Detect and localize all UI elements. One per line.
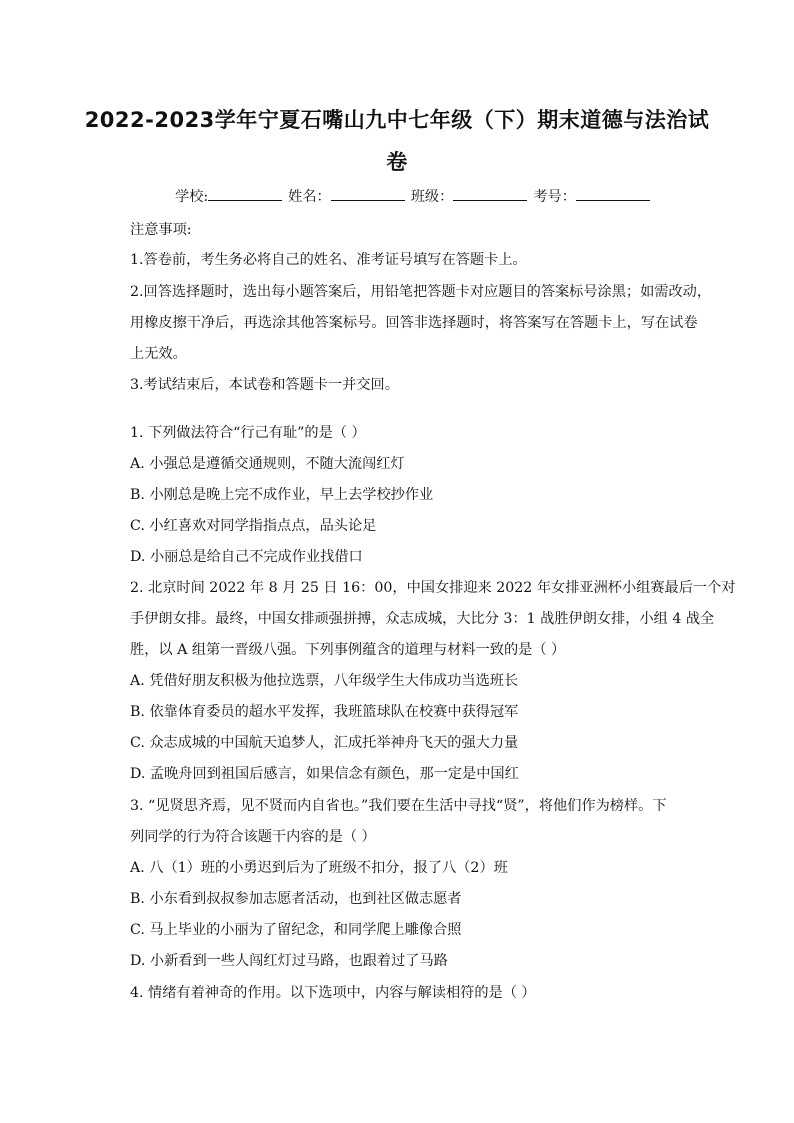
note-3: 3.考试结束后，本试卷和答题卡一并交回。 [130,377,399,393]
note-2-line-1: 2.回答选择题时，选出每小题答案后，用铅笔把答题卡对应题目的答案标号涂黑；如需改动， [130,284,712,300]
question-3-option-b: B. 小东看到叔叔参加志愿者活动，也到社区做志愿者 [130,891,462,907]
exam-number-label: 考号： [533,189,576,205]
name-label: 姓名： [288,189,331,205]
question-2-stem-line-1: 2. 北京时间 2022 年 8 月 25 日 16：00，中国女排迎来 2022 年女排亚洲杯小组赛最后一个对 [130,580,736,596]
class-label: 班级： [410,189,454,205]
question-1-option-b: B. 小刚总是晚上完不成作业，早上去学校抄作业 [130,487,434,503]
question-3-stem-line-2: 列同学的行为符合该题干内容的是（ ） [130,829,376,845]
exam-number-blank [576,186,650,201]
question-2-stem-line-2: 手伊朗女排。最终，中国女排顽强拼搏，众志成城，大比分 3：1 战胜伊朗女排，小组 4 战全 [130,611,715,627]
question-3-stem-line-1: 3. “见贤思齐焉，见不贤而内自省也。”我们要在生活中寻找“贤”，将他们作为榜样。下 [130,798,667,814]
notes-heading: 注意事项: [130,222,192,238]
note-2-line-2: 用橡皮擦干净后，再选涂其他答案标号。回答非选择题时，将答案写在答题卡上，写在试卷 [130,315,698,331]
question-4-stem: 4. 情绪有着神奇的作用。以下选项中，内容与解读相符的是（ ） [130,985,536,1001]
question-3-option-a: A. 八（1）班的小勇迟到后为了班级不扣分，报了八（2）班 [130,860,508,876]
question-1-option-c: C. 小红喜欢对同学指指点点，品头论足 [130,518,377,534]
page-title: 2022-2023学年宁夏石嘴山九中七年级（下）期末道德与法治试 [84,108,710,132]
question-1-stem: 1. 下列做法符合“行己有耻”的是（ ） [130,425,366,441]
note-2-line-3: 上无效。 [130,346,187,362]
school-blank [208,186,282,201]
page-title-continued: 卷 [386,150,408,174]
question-2-option-a: A. 凭借好朋友积极为他拉选票，八年级学生大伟成功当选班长 [130,673,519,689]
question-3-option-d: D. 小新看到一些人闯红灯过马路，也跟着过了马路 [130,953,448,969]
question-2-option-b: B. 依靠体育委员的超水平发挥，我班篮球队在校赛中获得冠军 [130,704,519,720]
student-info-row [175,186,656,206]
question-3-option-c: C. 马上毕业的小丽为了留纪念，和同学爬上雕像合照 [130,922,462,938]
question-1-option-a: A. 小强总是遵循交通规则，不随大流闯红灯 [130,456,405,472]
note-1: 1.答卷前，考生务必将自己的姓名、准考证号填写在答题卡上。 [130,252,527,268]
question-2-option-c: C. 众志成城的中国航天追梦人，汇成托举神舟飞天的强大力量 [130,735,519,751]
class-blank [453,186,527,201]
question-2-option-d: D. 孟晚舟回到祖国后感言，如果信念有颜色，那一定是中国红 [130,766,519,782]
school-label: 学校: [175,189,209,205]
name-blank [331,186,405,201]
question-1-option-d: D. 小丽总是给自己不完成作业找借口 [130,549,363,565]
question-2-stem-line-3: 胜，以 A 组第一晋级八强。下列事例蕴含的道理与材料一致的是（ ） [130,642,566,658]
